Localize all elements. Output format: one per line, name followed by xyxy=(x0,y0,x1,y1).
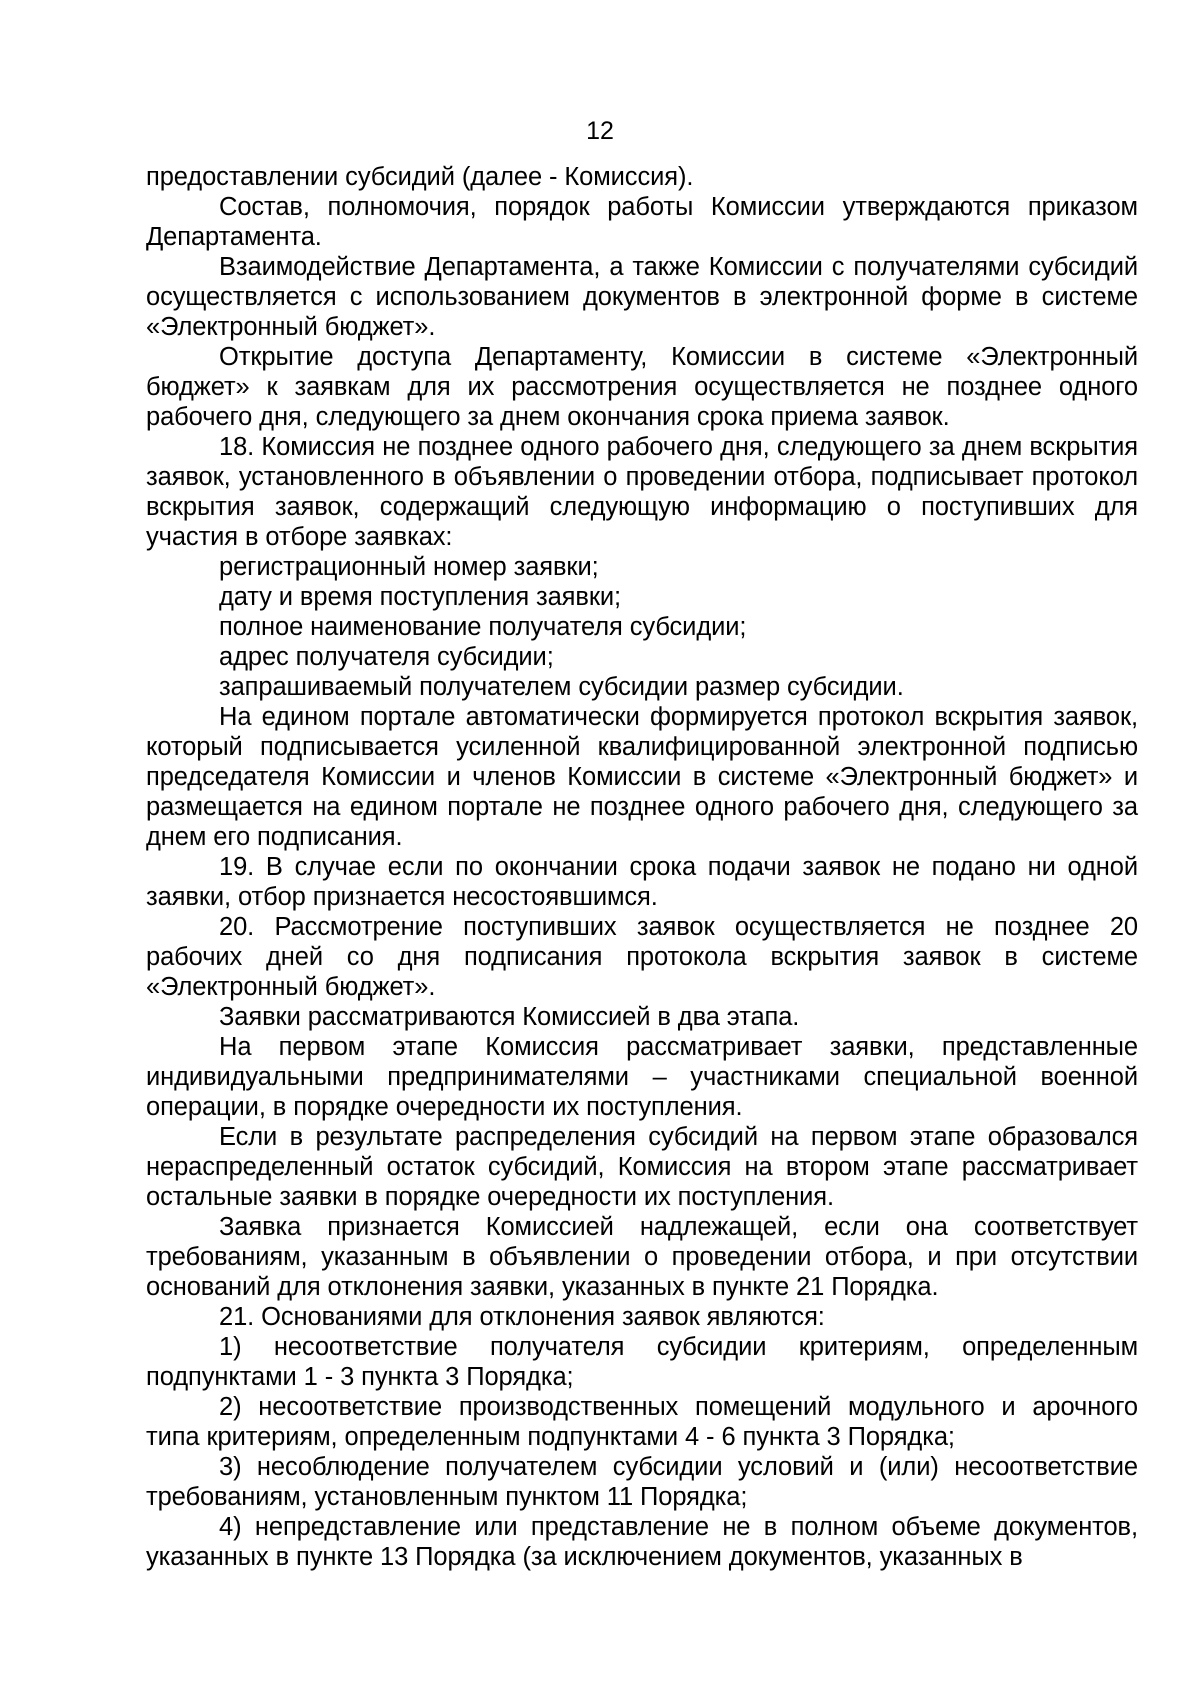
list-item: 3) несоблюдение получателем субсидии условий и (или) несоответствие требованиям, установленным пунктом 11 Порядка; xyxy=(146,1453,1138,1511)
paragraph: На первом этапе Комиссия рассматривает заявки, представленные индивидуальными предпринимателями – участниками специальной военной операции, в порядке очередности их поступления. xyxy=(146,1033,1138,1121)
paragraph: Состав, полномочия, порядок работы Комиссии утверждаются приказом Департамента. xyxy=(146,193,1138,251)
list-item: 4) непредставление или представление не в полном объеме документов, указанных в пункте 13 Порядка (за исключением документов, указанных в xyxy=(146,1513,1138,1571)
page-number: 12 xyxy=(586,117,614,145)
paragraph-item-19: 19. В случае если по окончании срока подачи заявок не подано ни одной заявки, отбор признается несостоявшимся. xyxy=(146,853,1138,911)
paragraph: Если в результате распределения субсидий на первом этапе образовался нераспределенный остаток субсидий, Комиссия на втором этапе рассматривает остальные заявки в порядке очередности их поступления. xyxy=(146,1123,1138,1211)
list-item: полное наименование получателя субсидии; xyxy=(219,613,747,641)
document-body xyxy=(146,162,1138,1572)
paragraph: Открытие доступа Департаменту, Комиссии в системе «Электронный бюджет» к заявкам для их рассмотрения осуществляется не позднее одного рабочего дня, следующего за днем окончания срока приема заявок. xyxy=(146,343,1138,431)
list-item: запрашиваемый получателем субсидии размер субсидии. xyxy=(219,673,904,701)
list-item: дату и время поступления заявки; xyxy=(219,583,622,611)
paragraph: предоставлении субсидий (далее - Комиссия). xyxy=(146,163,694,191)
list-item: регистрационный номер заявки; xyxy=(219,553,599,581)
paragraph: Заявки рассматриваются Комиссией в два этапа. xyxy=(219,1003,800,1031)
paragraph-item-21: 21. Основаниями для отклонения заявок являются: xyxy=(219,1303,825,1331)
paragraph: Взаимодействие Департамента, а также Комиссии с получателями субсидий осуществляется с использованием документов в электронной форме в системе «Электронный бюджет». xyxy=(146,253,1138,341)
list-item: 1) несоответствие получателя субсидии критериям, определенным подпунктами 1 - 3 пункта 3 Порядка; xyxy=(146,1333,1138,1391)
list-item: адрес получателя субсидии; xyxy=(219,643,554,671)
paragraph: На едином портале автоматически формируется протокол вскрытия заявок, который подписывается усиленной квалифицированной электронной подписью председателя Комиссии и членов Комиссии в системе «Электронный бюджет» и размещается на едином портале не позднее одного рабочего дня, следующего за днем его подписания. xyxy=(146,703,1138,851)
paragraph-item-20: 20. Рассмотрение поступивших заявок осуществляется не позднее 20 рабочих дней со дня подписания протокола вскрытия заявок в системе «Электронный бюджет». xyxy=(146,913,1138,1001)
list-item: 2) несоответствие производственных помещений модульного и арочного типа критериям, определенным подпунктами 4 - 6 пункта 3 Порядка; xyxy=(146,1393,1138,1451)
paragraph: Заявка признается Комиссией надлежащей, если она соответствует требованиям, указанным в объявлении о проведении отбора, и при отсутствии оснований для отклонения заявки, указанных в пункте 21 Порядка. xyxy=(146,1213,1138,1301)
paragraph-item-18: 18. Комиссия не позднее одного рабочего дня, следующего за днем вскрытия заявок, установленного в объявлении о проведении отбора, подписывает протокол вскрытия заявок, содержащий следующую информацию о поступивших для участия в отборе заявках: xyxy=(146,433,1138,551)
